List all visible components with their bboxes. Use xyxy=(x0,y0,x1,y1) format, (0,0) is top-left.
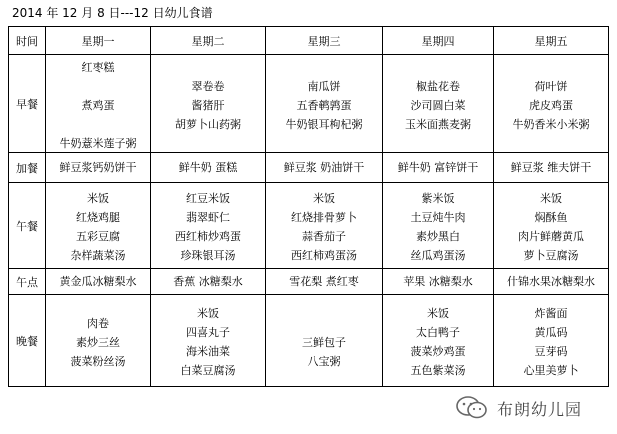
menu-cell-thu xyxy=(383,269,494,295)
menu-cell-tue xyxy=(151,183,266,269)
dish-item: 西红柿炒鸡蛋 xyxy=(175,230,241,243)
menu-cell-tue xyxy=(151,269,266,295)
dish-item: 炸酱面 xyxy=(534,307,568,320)
menu-cell-mon xyxy=(46,183,151,269)
dish-item: 土豆炖牛肉 xyxy=(410,211,466,224)
day-header-fri: 星期五 xyxy=(494,27,609,55)
dish-item: 珍珠银耳汤 xyxy=(180,249,236,262)
dish-item: 三鲜包子 xyxy=(302,335,346,349)
dish-item: 五色紫菜汤 xyxy=(410,364,466,377)
menu-cell-tue xyxy=(151,153,266,183)
dish-item: 翠卷卷 xyxy=(191,79,225,93)
menu-cell-fri xyxy=(494,295,609,387)
dish-item: 煮鸡蛋 xyxy=(81,98,115,112)
dish-item: 米饭 xyxy=(313,192,335,205)
dish-item: 鲜豆浆 奶油饼干 xyxy=(283,160,365,174)
meal-label: 午餐 xyxy=(9,183,46,269)
menu-cell-wed xyxy=(266,269,383,295)
dish-item: 萝卜豆腐汤 xyxy=(523,249,579,262)
dish-item: 胡萝卜山药粥 xyxy=(175,117,241,131)
meal-label: 晚餐 xyxy=(9,295,46,387)
menu-cell-tue xyxy=(151,295,266,387)
dish-item: 肉卷 xyxy=(87,316,109,330)
dish-item: 鲜豆浆钙奶饼干 xyxy=(59,160,137,174)
dish-item: 西红柿鸡蛋汤 xyxy=(291,249,357,262)
dish-item: 牛奶银耳枸杞粥 xyxy=(285,117,363,131)
dish-item: 菠菜粉丝汤 xyxy=(70,354,126,368)
menu-cell-thu xyxy=(383,295,494,387)
meal-row-dinner xyxy=(9,295,609,387)
dish-item: 南瓜饼 xyxy=(307,79,341,93)
dish-item: 菠菜炒鸡蛋 xyxy=(410,345,466,358)
day-header-tue: 星期二 xyxy=(151,27,266,55)
dish-item: 八宝粥 xyxy=(307,354,341,368)
menu-cell-mon xyxy=(46,153,151,183)
dish-item: 米饭 xyxy=(427,307,449,320)
dish-item: 椒盐花卷 xyxy=(416,79,460,93)
dish-item: 红枣糕 xyxy=(81,60,115,74)
dish-item: 牛奶香米小米粥 xyxy=(512,117,590,131)
day-header-thu: 星期四 xyxy=(383,27,494,55)
header-row xyxy=(9,27,609,55)
dish-item: 太白鸭子 xyxy=(416,326,460,339)
dish-item: 黄瓜码 xyxy=(534,326,568,339)
dish-item: 鲜牛奶 富锌饼干 xyxy=(397,160,479,174)
meal-row-breakfast xyxy=(9,55,609,153)
dish-item: 心里美萝卜 xyxy=(523,364,579,377)
meal-label: 加餐 xyxy=(9,153,46,183)
dish-item: 肉片鲜蘑黄瓜 xyxy=(518,230,584,243)
dish-item: 海米油菜 xyxy=(186,345,230,358)
dish-item: 素炒三丝 xyxy=(76,335,120,349)
menu-cell-fri xyxy=(494,183,609,269)
dish-item: 苹果 冰糖梨水 xyxy=(403,274,473,288)
dish-item: 什锦水果冰糖梨水 xyxy=(507,274,595,288)
wechat-logo-icon xyxy=(455,395,489,421)
meal-row-snack-am xyxy=(9,153,609,183)
menu-cell-wed xyxy=(266,183,383,269)
dish-item: 牛奶薏米莲子粥 xyxy=(59,136,137,150)
dish-item: 五彩豆腐 xyxy=(76,230,120,243)
dish-item: 沙司圆白菜 xyxy=(410,98,466,112)
dish-item: 杂样蔬菜汤 xyxy=(70,249,126,262)
meal-label: 午点 xyxy=(9,269,46,295)
dish-item: 红烧鸡腿 xyxy=(76,211,120,224)
dish-item: 鲜牛奶 蛋糕 xyxy=(178,160,238,174)
dish-item: 翡翠虾仁 xyxy=(186,211,230,224)
dish-item: 四喜丸子 xyxy=(186,326,230,339)
dish-item: 鲜豆浆 维夫饼干 xyxy=(510,160,592,174)
dish-item: 蒜香茄子 xyxy=(302,230,346,243)
dish-item: 紫米饭 xyxy=(421,192,455,205)
meal-row-lunch xyxy=(9,183,609,269)
dish-item: 荷叶饼 xyxy=(534,79,568,93)
dish-item: 丝瓜鸡蛋汤 xyxy=(410,249,466,262)
dish-item: 白菜豆腐汤 xyxy=(180,364,236,377)
meal-row-snack-pm xyxy=(9,269,609,295)
menu-cell-thu xyxy=(383,55,494,153)
dish-item: 香蕉 冰糖梨水 xyxy=(173,274,243,288)
dish-item: 虎皮鸡蛋 xyxy=(529,98,573,112)
dish-item: 红豆米饭 xyxy=(186,192,230,205)
meal-label: 早餐 xyxy=(9,55,46,153)
dish-item: 米饭 xyxy=(87,192,109,205)
dish-item: 焖酥鱼 xyxy=(534,211,568,224)
dish-item: 红烧排骨萝卜 xyxy=(291,211,357,224)
menu-cell-wed xyxy=(266,55,383,153)
dish-item: 酱猪肝 xyxy=(191,98,225,112)
dish-item: 米饭 xyxy=(540,192,562,205)
menu-cell-fri xyxy=(494,55,609,153)
menu-cell-thu xyxy=(383,153,494,183)
dish-item: 米饭 xyxy=(197,307,219,320)
menu-cell-tue xyxy=(151,55,266,153)
menu-cell-fri xyxy=(494,153,609,183)
dish-item: 豆芽码 xyxy=(534,345,568,358)
watermark xyxy=(455,395,582,421)
dish-item: 五香鹌鹑蛋 xyxy=(296,98,352,112)
dish-item: 雪花梨 煮红枣 xyxy=(289,274,359,288)
weekly-menu-table xyxy=(8,26,609,387)
menu-cell-fri xyxy=(494,269,609,295)
dish-item: 玉米面燕麦粥 xyxy=(405,117,471,131)
dish-item: 素炒黑白 xyxy=(416,230,460,243)
menu-cell-mon xyxy=(46,269,151,295)
time-header: 时间 xyxy=(9,27,46,55)
menu-cell-mon xyxy=(46,295,151,387)
day-header-wed: 星期三 xyxy=(266,27,383,55)
menu-cell-wed xyxy=(266,295,383,387)
watermark-text: 布朗幼儿园 xyxy=(497,399,583,419)
menu-cell-mon xyxy=(46,55,151,153)
menu-cell-thu xyxy=(383,183,494,269)
menu-cell-wed xyxy=(266,153,383,183)
menu-title: 2014 年 12 月 8 日---12 日幼儿食谱 xyxy=(12,6,213,20)
day-header-mon: 星期一 xyxy=(46,27,151,55)
dish-item: 黄金瓜冰糖梨水 xyxy=(59,274,137,288)
